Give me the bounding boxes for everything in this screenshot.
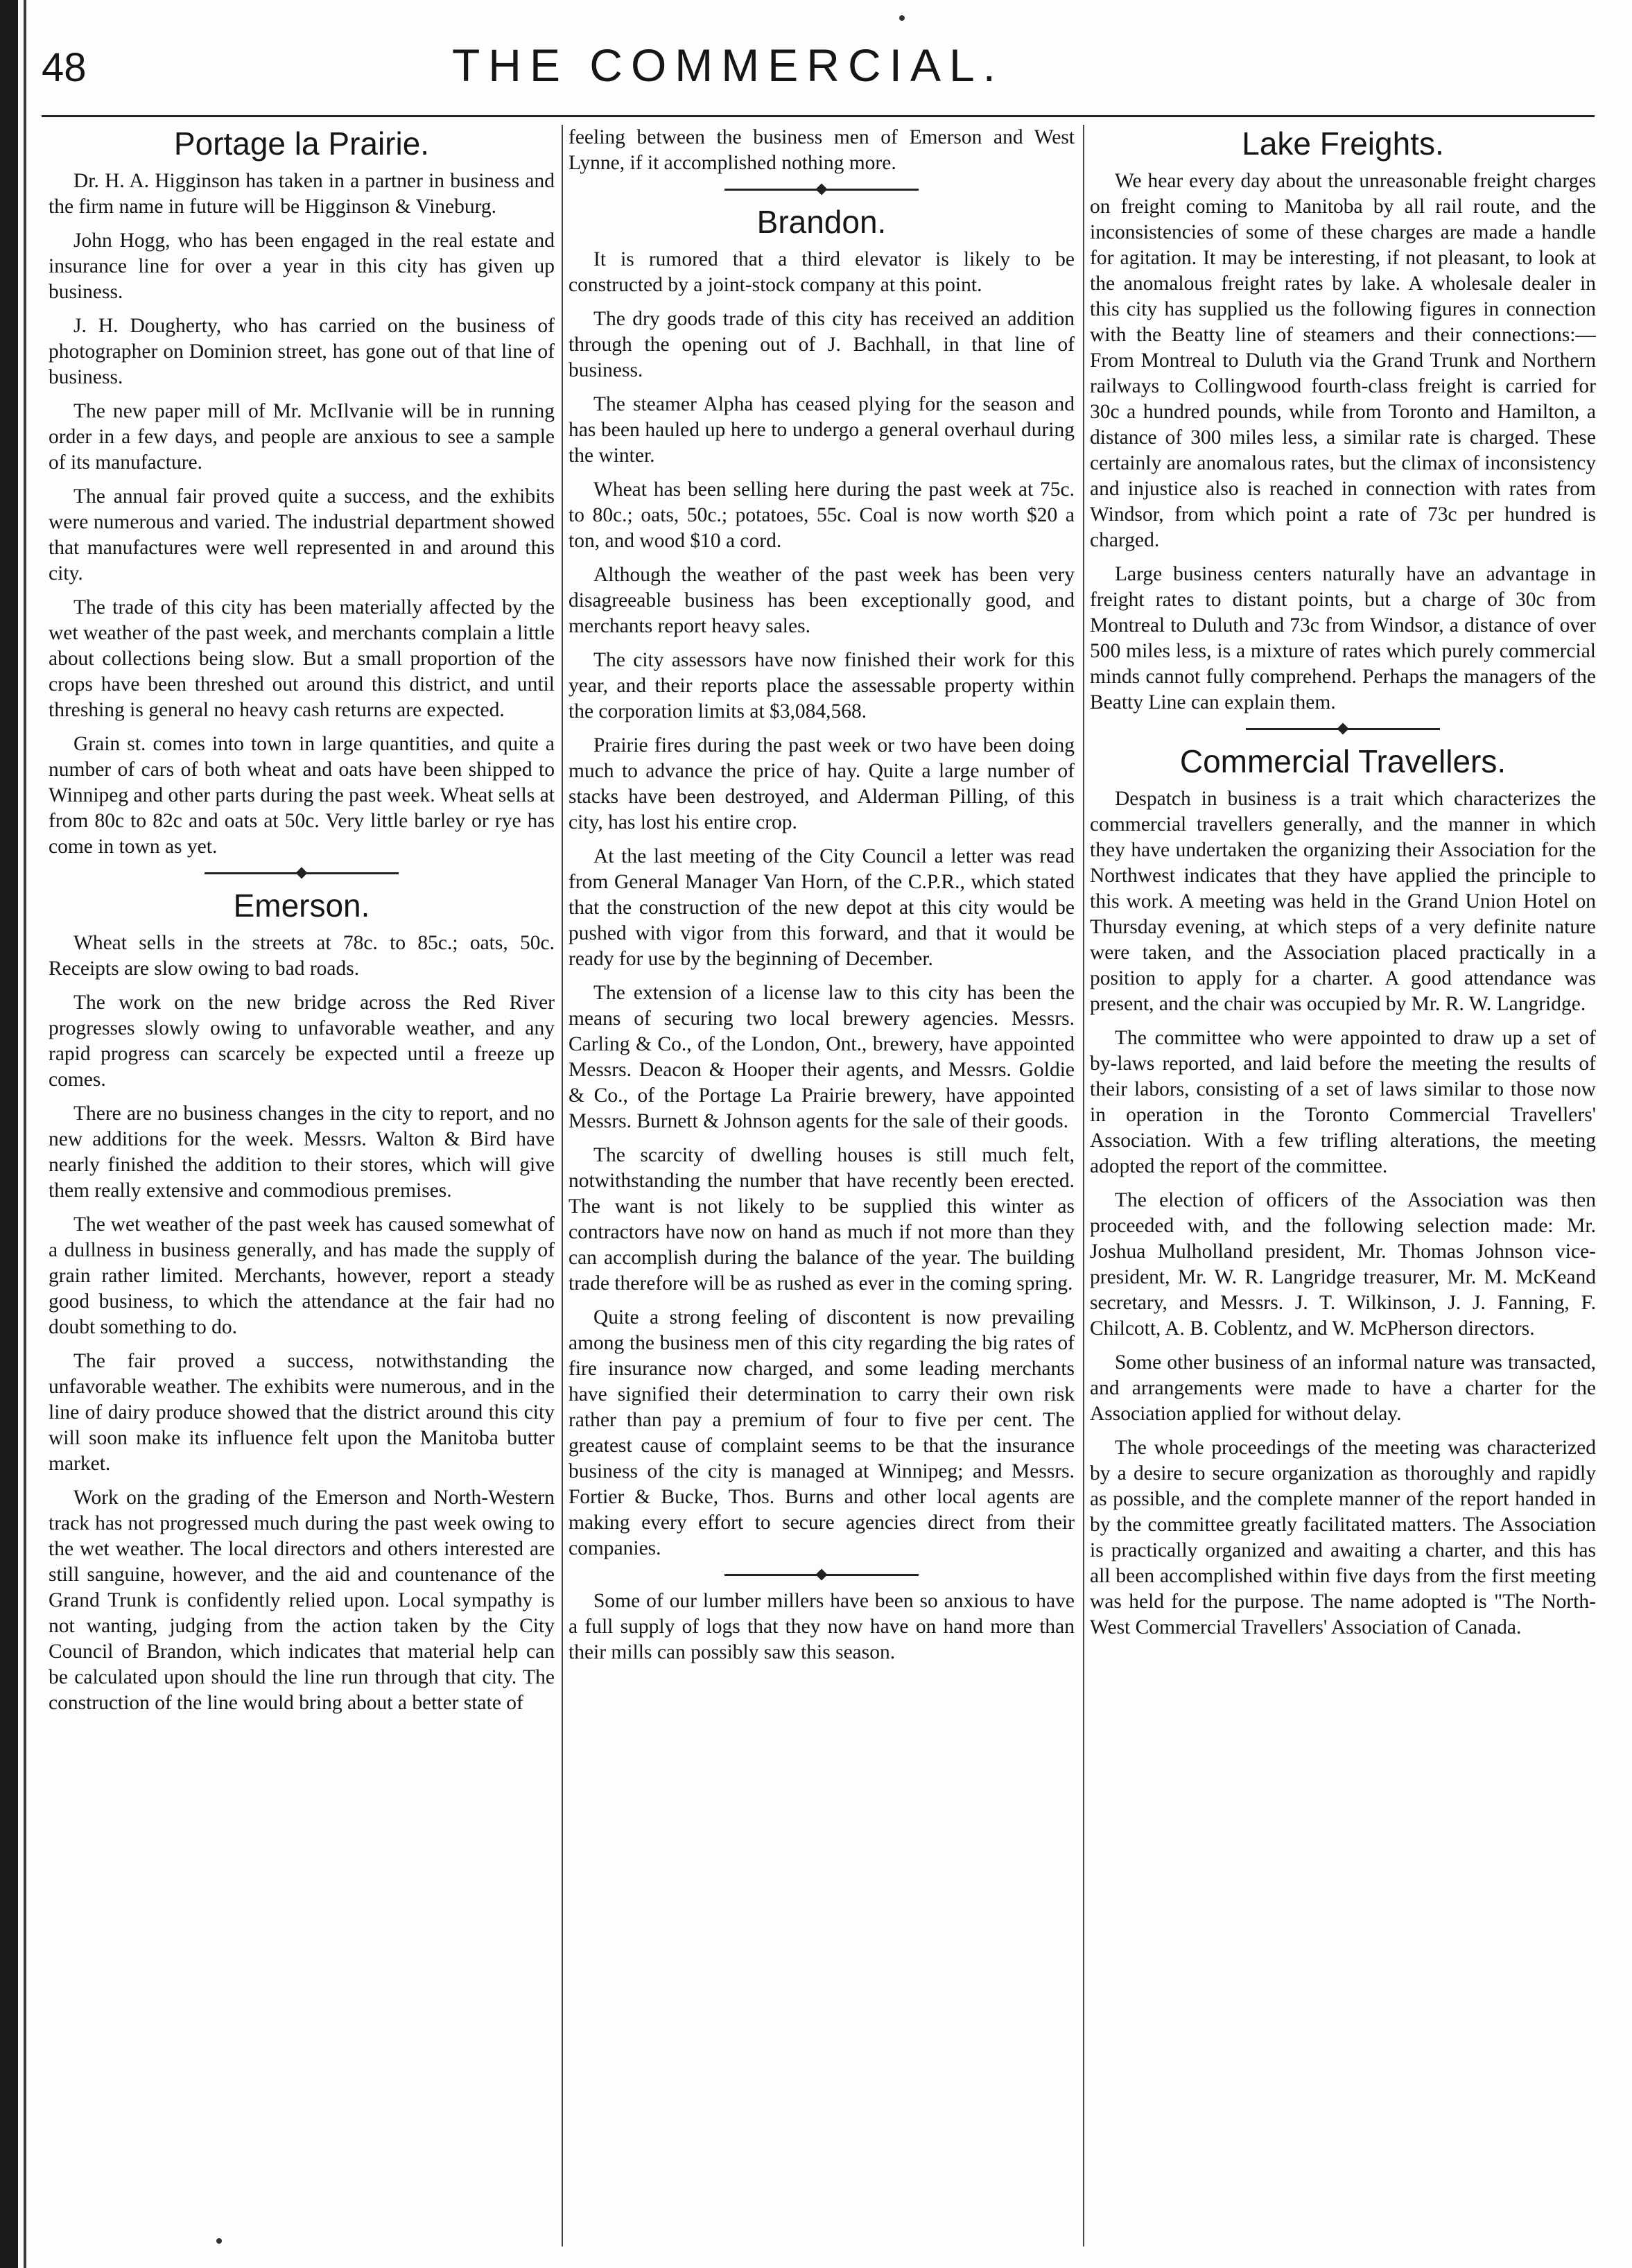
article-paragraph: Prairie fires during the past week or two have been doing much to advance the price of hay. Quite a large number of stacks have been destroyed, and Alderman Pilling, of this city, has lost his entire crop.	[568, 734, 1075, 834]
column-2	[568, 125, 1075, 2247]
article-paragraph: The committee who were appointed to draw up a set of by-laws reported, and laid before the meeting the results of their labors, consisting of a set of laws similar to those now in operation in the Toronto Commercial Travellers' Association. With a few trifling alterations, the meeting adopted the report of the committee.	[1090, 1027, 1596, 1178]
article-paragraph: J. H. Dougherty, who has carried on the business of photographer on Dominion street, has gone out of that line of business.	[49, 315, 555, 389]
article-paragraph: Grain st. comes into town in large quantities, and quite a number of cars of both wheat and oats have been shipped to Winnipeg and other parts during the past week. Wheat sells at from 80c to 82c and oats at 50c. Very little barley or rye has come in town as yet.	[49, 733, 555, 858]
section-separator	[1246, 728, 1440, 730]
article-paragraph: Work on the grading of the Emerson and North-Western track has not progressed much during the past week owing to the wet weather. The local directors and others interested are still sanguine, however, and the aid and countenance of the Grand Trunk is confidently relied upon. Local sympathy is not wanting, judging from the action taken by the City Council of Brandon, which indicates that material help can be calculated upon should the line run through that city. The construction of the line would bring about a better state of	[49, 1487, 555, 1715]
article-paragraph: Quite a strong feeling of discontent is now prevailing among the business men of this city regarding the big rates of fire insurance now charged, and some leading merchants have signified their determination to carry their own risk rather than pay a premium of four to five per cent. The greatest cause of complaint seems to be that the insurance business of the city is managed at Winnipeg; and Messrs. Fortier & Bucke, Thos. Burns and other local agents are making every effort to secure agencies direct from their companies.	[568, 1306, 1075, 1560]
page-number: 48	[42, 45, 87, 90]
article-paragraph: Large business centers naturally have an advantage in freight rates to distant points, but a charge of 30c from Montreal to Duluth and 73c from Windsor, a distance of over 500 miles less, is a mixture of rates which purely commercial minds cannot fully comprehend. Perhaps the managers of the Beatty Line can explain them.	[1090, 563, 1596, 714]
article-paragraph: The annual fair proved quite a success, and the exhibits were numerous and varied. The industrial department showed that manufactures were well represented in and around this city.	[49, 485, 555, 585]
article-paragraph: The city assessors have now finished their work for this year, and their reports place the assessable property within the corporation limits at $3,084,568.	[568, 649, 1075, 723]
section-title: Emerson.	[233, 888, 370, 924]
ink-speck	[899, 15, 905, 21]
binding-edge	[0, 0, 18, 2268]
article-paragraph: It is rumored that a third elevator is likely to be constructed by a joint-stock company at this point.	[568, 248, 1075, 297]
section-title: Portage la Prairie.	[173, 125, 430, 162]
article-paragraph: The wet weather of the past week has caused somewhat of a dullness in business generally, and has made the supply of grain rather limited. Merchants, however, report a steady good business, to which the attendance at the fair had no doubt something to do.	[49, 1213, 555, 1339]
article-paragraph: The steamer Alpha has ceased plying for the season and has been hauled up here to undergo a general overhaul during the winter.	[568, 393, 1075, 467]
article-paragraph: feeling between the business men of Emerson and West Lynne, if it accomplished nothing more.	[568, 126, 1075, 174]
masthead-title: THE COMMERCIAL.	[451, 40, 1005, 91]
article-paragraph: At the last meeting of the City Council a letter was read from General Manager Van Horn, of the C.P.R., which stated that the construction of the new depot at this city would be pushed with vigor from this forward, and that it would be ready for use by the beginning of December.	[568, 845, 1075, 971]
column-divider	[1083, 125, 1084, 2247]
article-paragraph: Wheat has been selling here during the past week at 75c. to 80c.; oats, 50c.; potatoes, 55c. Coal is now worth $20 a ton, and wood $10 a cord.	[568, 478, 1075, 553]
article-paragraph: The scarcity of dwelling houses is still much felt, notwithstanding the number that have recently been erected. The want is not likely to be supplied this winter as contractors have now on hand as much if not more than they can accomplish during the balance of the year. The building trade therefore will be as rushed as ever in the coming spring.	[568, 1144, 1075, 1295]
section-separator	[724, 189, 919, 191]
article-paragraph: The fair proved a success, notwithstanding the unfavorable weather. The exhibits were numerous, and in the line of dairy produce showed that the district around this city will soon make its influence felt upon the Manitoba butter market.	[49, 1350, 555, 1475]
column-1	[49, 125, 555, 2247]
column-divider	[562, 125, 563, 2247]
article-paragraph: Wheat sells in the streets at 78c. to 85c.; oats, 50c. Receipts are slow owing to bad roads.	[49, 932, 555, 980]
article-paragraph: The extension of a license law to this city has been the means of securing two local brewery agencies. Messrs. Carling & Co., of the London, Ont., brewery, have appointed Messrs. Deacon & Hooper their agents, and Messrs. Goldie & Co., of the Portage La Prairie brewery, have appointed Messrs. Burnett & Johnson agents for the sale of their goods.	[568, 982, 1075, 1133]
section-separator	[205, 872, 399, 874]
article-paragraph: Dr. H. A. Higginson has taken in a partner in business and the firm name in future will be Higginson & Vineburg.	[49, 170, 555, 218]
article-paragraph: The new paper mill of Mr. McIlvanie will be in running order in a few days, and people are anxious to see a sample of its manufacture.	[49, 400, 555, 474]
article-paragraph: We hear every day about the unreasonable freight charges on freight coming to Manitoba by all rail route, and the inconsistencies of some of these charges are made a handle for agitation. It may be interesting, if not pleasant, to look at the anomalous freight rates by lake. A wholesale dealer in this city has supplied us the following figures in connection with the Beatty line of steamers and their connections:—From Montreal to Duluth via the Grand Trunk and Northern railways to Collingwood fourth-class freight is carried for 30c a hundred pounds, while from Toronto and Hamilton, a distance of 300 miles less, a similar rate is charged. These certainly are anomalous rates, but the climax of inconsistency and injustice also is reached in connection with rates from Windsor, from which point a rate of 73c per hundred is charged.	[1090, 170, 1596, 552]
article-paragraph: Some other business of an informal nature was transacted, and arrangements were made to have a charter for the Association applied for without delay.	[1090, 1351, 1596, 1426]
section-separator	[724, 1574, 919, 1576]
article-paragraph: The dry goods trade of this city has received an addition through the opening out of J. Bachhall, in that line of business.	[568, 308, 1075, 382]
article-paragraph: The work on the new bridge across the Red River progresses slowly owing to unfavorable weather, and any rapid progress can scarcely be expected until a freeze up comes.	[49, 992, 555, 1091]
binding-edge-line	[24, 0, 26, 2268]
article-paragraph: The whole proceedings of the meeting was characterized by a desire to secure organization as thoroughly and rapidly as possible, and the complete manner of the report handed in by the committee greatly facilitated matters. The Association is practically organized and awaiting a charter, and this has all been accomplished within five days from the first meeting was held for the purpose. The name adopted is "The North-West Commercial Travellers' Association of Canada.	[1090, 1437, 1596, 1639]
article-paragraph: The trade of this city has been materially affected by the wet weather of the past week, and merchants complain a little about collections being slow. But a small proportion of the crops have been threshed out around this district, and until threshing is general no heavy cash returns are expected.	[49, 596, 555, 722]
section-title: Lake Freights.	[1242, 125, 1444, 162]
section-title: Commercial Travellers.	[1179, 743, 1507, 780]
section-title: Brandon.	[756, 204, 887, 240]
article-paragraph: The election of officers of the Association was then proceeded with, and the following selection made: Mr. Joshua Mulholland president, Mr. Thomas Johnson vice-president, Mr. W. R. Langridge treasurer, Mr. M. McKeand secretary, and Messrs. J. T. Wilkinson, J. J. Fanning, F. Chilcott, A. B. Coblentz, and W. McPherson directors.	[1090, 1189, 1596, 1340]
header-rule	[42, 115, 1595, 117]
article-paragraph: Although the weather of the past week has been very disagreeable business has been exceptionally good, and merchants report heavy sales.	[568, 564, 1075, 638]
article-paragraph: Some of our lumber millers have been so anxious to have a full supply of logs that they now have on hand more than their mills can possibly saw this season.	[568, 1590, 1075, 1664]
article-paragraph: John Hogg, who has been engaged in the real estate and insurance line for over a year in this city has given up business.	[49, 230, 555, 304]
article-paragraph: There are no business changes in the city to report, and no new additions for the week. Messrs. Walton & Bird have nearly finished the addition to their stores, which will give them really extensive and commodious premises.	[49, 1102, 555, 1202]
article-paragraph: Despatch in business is a trait which characterizes the commercial travellers generally, and the manner in which they have undertaken the organizing their Association for the Northwest indicates that they have applied the principle to this work. A meeting was held in the Grand Union Hotel on Thursday evening, at which steps of a very definite nature were taken, and the Association placed practically in a position to apply for a charter. A good attendance was present, and the chair was occupied by Mr. R. W. Langridge.	[1090, 788, 1596, 1016]
page-header	[42, 35, 1595, 111]
column-3	[1090, 125, 1596, 2247]
